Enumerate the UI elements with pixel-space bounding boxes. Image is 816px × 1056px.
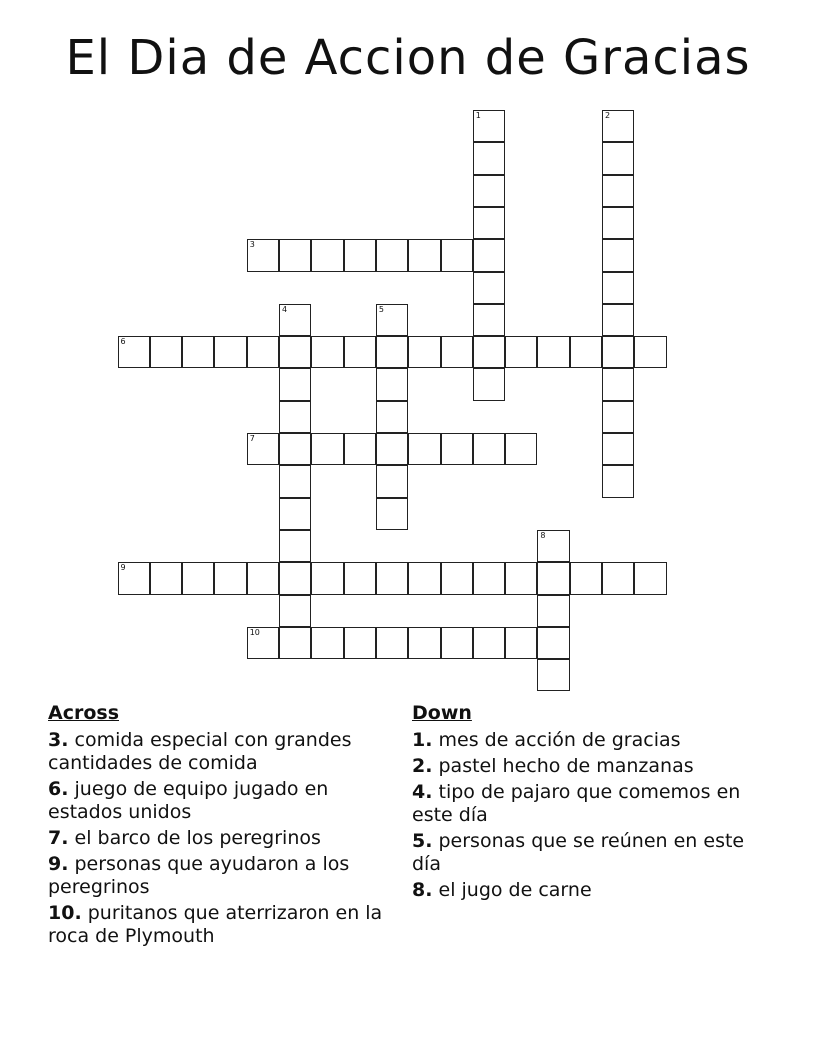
grid-cell[interactable] bbox=[279, 627, 311, 659]
clue-start-number: 7 bbox=[249, 434, 255, 443]
down-clues bbox=[412, 702, 762, 905]
clue-number: 7. bbox=[48, 827, 69, 849]
clue-start-number: 6 bbox=[120, 337, 126, 347]
grid-cell[interactable] bbox=[408, 627, 440, 659]
clue-text: juego de equipo jugado en estados unidos bbox=[48, 778, 329, 823]
grid-cell[interactable] bbox=[537, 530, 569, 562]
clue-start-number: 3 bbox=[249, 240, 255, 250]
grid-cell[interactable] bbox=[537, 659, 569, 691]
grid-cell[interactable] bbox=[279, 368, 311, 400]
grid-cell[interactable] bbox=[602, 368, 634, 400]
grid-cell[interactable] bbox=[376, 433, 408, 465]
clue-start-number: 1 bbox=[475, 111, 481, 120]
clue-start-number: 9 bbox=[120, 563, 126, 573]
grid-cell[interactable] bbox=[473, 562, 505, 594]
grid-cell[interactable] bbox=[214, 336, 246, 368]
grid-cell[interactable] bbox=[150, 562, 182, 594]
grid-cell[interactable] bbox=[634, 562, 666, 594]
grid-cell[interactable] bbox=[602, 110, 634, 142]
grid-cell[interactable] bbox=[344, 433, 376, 465]
clue-start-number: 2 bbox=[605, 111, 611, 120]
clue-text: el barco de los peregrinos bbox=[74, 827, 321, 849]
grid-cell[interactable] bbox=[311, 336, 343, 368]
clue-across-7 bbox=[48, 827, 398, 850]
grid-cell[interactable] bbox=[182, 562, 214, 594]
grid-cell[interactable] bbox=[279, 498, 311, 530]
grid-cell[interactable] bbox=[344, 627, 376, 659]
grid-cell[interactable] bbox=[376, 368, 408, 400]
grid-cell[interactable] bbox=[441, 433, 473, 465]
clue-across-3 bbox=[48, 729, 398, 775]
clue-start-number: 5 bbox=[378, 304, 384, 314]
grid-cell[interactable] bbox=[441, 336, 473, 368]
clue-number: 4. bbox=[412, 781, 433, 803]
clue-across-10 bbox=[48, 902, 398, 948]
grid-cell[interactable] bbox=[408, 433, 440, 465]
grid-cell[interactable] bbox=[505, 627, 537, 659]
grid-cell[interactable] bbox=[247, 433, 279, 465]
grid-cell[interactable] bbox=[602, 433, 634, 465]
grid-cell[interactable] bbox=[279, 595, 311, 627]
grid-cell[interactable] bbox=[344, 239, 376, 271]
grid-cell[interactable] bbox=[537, 627, 569, 659]
grid-cell[interactable] bbox=[602, 465, 634, 497]
clue-start-number: 10 bbox=[249, 627, 260, 637]
grid-cell[interactable] bbox=[602, 304, 634, 336]
grid-cell[interactable] bbox=[602, 562, 634, 594]
grid-cell[interactable] bbox=[376, 401, 408, 433]
clue-text: personas que ayudaron a los peregrinos bbox=[48, 853, 350, 898]
grid-cell[interactable] bbox=[602, 207, 634, 239]
grid-cell[interactable] bbox=[376, 465, 408, 497]
grid-cell[interactable] bbox=[602, 401, 634, 433]
clue-number: 8. bbox=[412, 879, 433, 901]
grid-cell[interactable] bbox=[279, 239, 311, 271]
grid-cell[interactable] bbox=[408, 562, 440, 594]
grid-cell[interactable] bbox=[376, 498, 408, 530]
clue-number: 9. bbox=[48, 853, 69, 875]
grid-cell[interactable] bbox=[602, 272, 634, 304]
grid-cell[interactable] bbox=[570, 336, 602, 368]
grid-cell[interactable] bbox=[602, 336, 634, 368]
grid-cell[interactable] bbox=[602, 142, 634, 174]
grid-cell[interactable] bbox=[279, 530, 311, 562]
down-heading: Down bbox=[412, 702, 472, 724]
grid-cell[interactable] bbox=[408, 239, 440, 271]
grid-cell[interactable] bbox=[441, 239, 473, 271]
grid-cell[interactable] bbox=[376, 239, 408, 271]
grid-cell[interactable] bbox=[376, 627, 408, 659]
clue-across-9 bbox=[48, 853, 398, 899]
across-heading: Across bbox=[48, 702, 120, 724]
clue-text: el jugo de carne bbox=[438, 879, 592, 901]
clue-text: mes de acción de gracias bbox=[438, 729, 681, 751]
clue-text: pastel hecho de manzanas bbox=[438, 755, 694, 777]
grid-cell[interactable] bbox=[473, 304, 505, 336]
clue-text: personas que se reúnen en este día bbox=[412, 830, 745, 875]
grid-cell[interactable] bbox=[311, 433, 343, 465]
clue-start-number: 4 bbox=[282, 304, 288, 314]
grid-cell[interactable] bbox=[602, 239, 634, 271]
grid-cell[interactable] bbox=[473, 175, 505, 207]
grid-cell[interactable] bbox=[344, 562, 376, 594]
grid-cell[interactable] bbox=[376, 336, 408, 368]
clue-down-2 bbox=[412, 755, 762, 778]
grid-cell[interactable] bbox=[279, 562, 311, 594]
grid-cell[interactable] bbox=[473, 433, 505, 465]
grid-cell[interactable] bbox=[473, 239, 505, 271]
grid-cell[interactable] bbox=[441, 627, 473, 659]
grid-cell[interactable] bbox=[311, 627, 343, 659]
clue-number: 2. bbox=[412, 755, 433, 777]
grid-cell[interactable] bbox=[473, 627, 505, 659]
grid-cell[interactable] bbox=[376, 562, 408, 594]
page-title: El Dia de Accion de Gracias bbox=[65, 30, 751, 86]
grid-cell[interactable] bbox=[537, 595, 569, 627]
grid-cell[interactable] bbox=[311, 239, 343, 271]
clue-number: 1. bbox=[412, 729, 433, 751]
grid-cell[interactable] bbox=[473, 142, 505, 174]
grid-cell[interactable] bbox=[279, 401, 311, 433]
clue-down-4 bbox=[412, 781, 762, 827]
grid-cell[interactable] bbox=[182, 336, 214, 368]
clue-text: comida especial con grandes cantidades de comida bbox=[48, 729, 352, 774]
grid-cell[interactable] bbox=[473, 368, 505, 400]
grid-cell[interactable] bbox=[505, 336, 537, 368]
grid-cell[interactable] bbox=[441, 562, 473, 594]
grid-cell[interactable] bbox=[473, 110, 505, 142]
clue-number: 10. bbox=[48, 902, 82, 924]
grid-cell[interactable] bbox=[247, 239, 279, 271]
grid-cell[interactable] bbox=[279, 465, 311, 497]
clue-across-6 bbox=[48, 778, 398, 824]
clue-start-number: 8 bbox=[540, 530, 546, 540]
across-clues bbox=[48, 702, 398, 951]
grid-cell[interactable] bbox=[570, 562, 602, 594]
grid-cell[interactable] bbox=[602, 175, 634, 207]
clue-text: tipo de pajaro que comemos en este día bbox=[412, 781, 741, 826]
grid-cell[interactable] bbox=[279, 433, 311, 465]
grid-cell[interactable] bbox=[150, 336, 182, 368]
clue-number: 6. bbox=[48, 778, 69, 800]
grid-cell[interactable] bbox=[279, 336, 311, 368]
clue-number: 3. bbox=[48, 729, 69, 751]
grid-cell[interactable] bbox=[311, 562, 343, 594]
grid-cell[interactable] bbox=[634, 336, 666, 368]
grid-cell[interactable] bbox=[214, 562, 246, 594]
grid-cell[interactable] bbox=[118, 336, 150, 368]
grid-cell[interactable] bbox=[279, 304, 311, 336]
grid-cell[interactable] bbox=[247, 627, 279, 659]
grid-cell[interactable] bbox=[473, 336, 505, 368]
grid-cell[interactable] bbox=[376, 304, 408, 336]
grid-cell[interactable] bbox=[505, 433, 537, 465]
clue-down-8 bbox=[412, 879, 762, 902]
grid-cell[interactable] bbox=[537, 562, 569, 594]
clue-down-5 bbox=[412, 830, 762, 876]
clue-number: 5. bbox=[412, 830, 433, 852]
grid-cell[interactable] bbox=[247, 336, 279, 368]
clue-text: puritanos que aterrizaron en la roca de Plymouth bbox=[48, 902, 383, 947]
clue-down-1 bbox=[412, 729, 762, 752]
grid-cell[interactable] bbox=[247, 562, 279, 594]
grid-cell[interactable] bbox=[118, 562, 150, 594]
grid-cell[interactable] bbox=[408, 336, 440, 368]
grid-cell[interactable] bbox=[473, 272, 505, 304]
grid-cell[interactable] bbox=[473, 207, 505, 239]
grid-cell[interactable] bbox=[537, 336, 569, 368]
grid-cell[interactable] bbox=[505, 562, 537, 594]
grid-cell[interactable] bbox=[344, 336, 376, 368]
